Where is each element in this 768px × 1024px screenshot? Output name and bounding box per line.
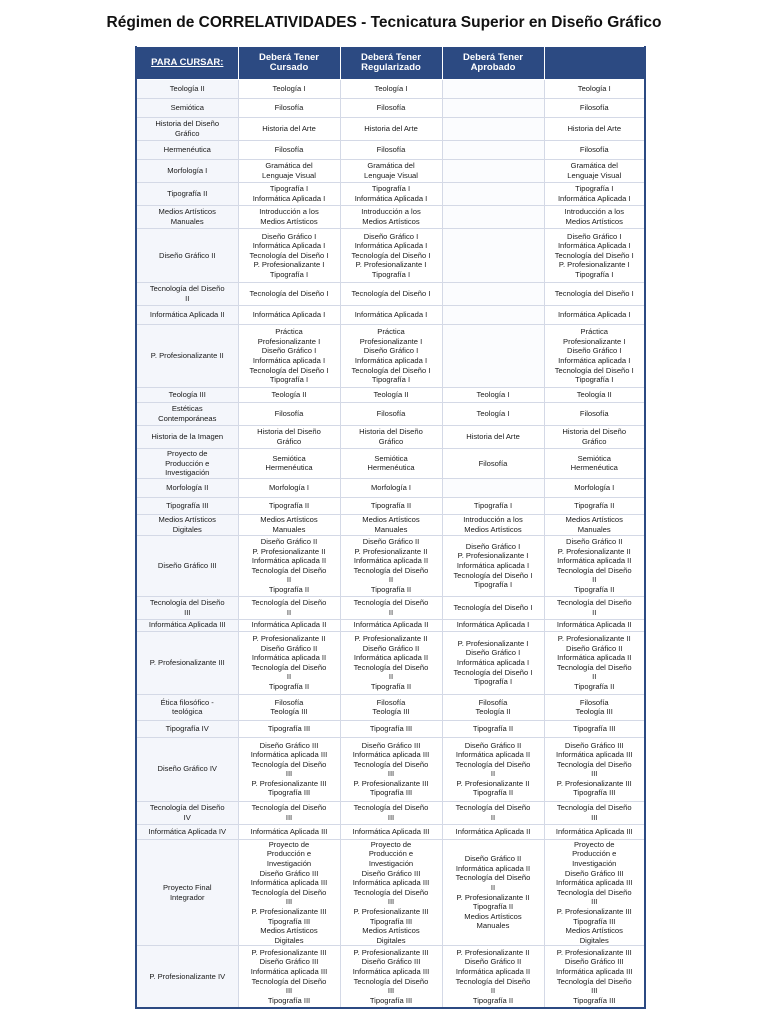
requirement-cell-extra: Tipografía I Informática Aplicada I [544, 183, 645, 206]
requirement-cell-extra: Historia del Diseño Gráfico [544, 426, 645, 449]
subject-cell: Morfología II [136, 478, 238, 497]
requirement-cell-aprobado [442, 283, 544, 306]
requirement-cell-cursado: Teología II [238, 388, 340, 403]
requirement-cell-aprobado [442, 80, 544, 99]
requirement-cell-aprobado: Teología I [442, 388, 544, 403]
table-row [136, 946, 645, 1008]
requirement-cell-regularizado: Tipografía I Informática Aplicada I [340, 183, 442, 206]
requirement-cell-extra: Teología II [544, 388, 645, 403]
requirement-cell-extra: Morfología I [544, 478, 645, 497]
table-row [136, 478, 645, 497]
requirement-cell-regularizado: Informática Aplicada III [340, 824, 442, 839]
requirement-cell-extra: Tipografía III [544, 720, 645, 737]
requirement-cell-cursado: Semiótica Hermenéutica [238, 449, 340, 479]
requirement-cell-cursado: Práctica Profesionalizante I Diseño Gráfico I Informática aplicada I Tecnología del Diseño I Tipografía I [238, 325, 340, 388]
requirement-cell-cursado: Medios Artísticos Manuales [238, 514, 340, 535]
requirement-cell-extra: Diseño Gráfico II P. Profesionalizante II Informática aplicada II Tecnología del Diseño II Tipografía II [544, 535, 645, 596]
header-cursado: Deberá Tener Cursado [238, 47, 340, 80]
requirement-cell-aprobado: Tecnología del Diseño I [442, 596, 544, 619]
table-row [136, 694, 645, 720]
requirement-cell-aprobado: Diseño Gráfico I P. Profesionalizante I Informática aplicada I Tecnología del Diseño I Tipografía I [442, 535, 544, 596]
table-row [136, 720, 645, 737]
subject-cell: Semiótica [136, 99, 238, 118]
requirement-cell-extra: Diseño Gráfico III Informática aplicada III Tecnología del Diseño III P. Profesionalizante III Tipografía III [544, 737, 645, 801]
subject-cell: Estéticas Contemporáneas [136, 403, 238, 426]
requirement-cell-extra: Tipografía II [544, 497, 645, 514]
requirement-cell-aprobado [442, 325, 544, 388]
requirement-cell-extra: Filosofía Teología III [544, 694, 645, 720]
requirement-cell-regularizado: Filosofía Teología III [340, 694, 442, 720]
table-row [136, 306, 645, 325]
requirement-cell-aprobado: P. Profesionalizante I Diseño Gráfico I Informática aplicada I Tecnología del Diseño I Tipografía I [442, 631, 544, 694]
requirement-cell-extra: Diseño Gráfico I Informática Aplicada I Tecnología del Diseño I P. Profesionalizante I Tipografía I [544, 229, 645, 283]
requirement-cell-regularizado: Proyecto de Producción e Investigación Diseño Gráfico III Informática aplicada III Tecnología del Diseño III P. Profesionalizante III Tipografía III Medios Artísticos Digitales [340, 839, 442, 946]
requirement-cell-regularizado: Teología I [340, 80, 442, 99]
requirement-cell-cursado: P. Profesionalizante II Diseño Gráfico II Informática aplicada II Tecnología del Diseño II Tipografía II [238, 631, 340, 694]
table-row [136, 160, 645, 183]
requirement-cell-aprobado [442, 160, 544, 183]
header-blank [544, 47, 645, 80]
table-row [136, 99, 645, 118]
requirement-cell-aprobado: Filosofía Teología II [442, 694, 544, 720]
header-regularizado: Deberá Tener Regularizado [340, 47, 442, 80]
requirement-cell-extra: P. Profesionalizante III Diseño Gráfico III Informática aplicada III Tecnología del Diseño III Tipografía III [544, 946, 645, 1008]
requirement-cell-extra: Introducción a los Medios Artísticos [544, 206, 645, 229]
requirement-cell-aprobado [442, 206, 544, 229]
requirement-cell-cursado: Filosofía Teología III [238, 694, 340, 720]
requirement-cell-regularizado: Gramática del Lenguaje Visual [340, 160, 442, 183]
table-row [136, 388, 645, 403]
requirement-cell-regularizado: Informática Aplicada II [340, 619, 442, 631]
subject-cell: Tipografía II [136, 183, 238, 206]
correlatividades-table [135, 46, 646, 1009]
subject-cell: Tecnología del Diseño IV [136, 801, 238, 824]
requirement-cell-extra: Tecnología del Diseño II [544, 596, 645, 619]
subject-cell: Ética filosófico - teológica [136, 694, 238, 720]
requirement-cell-extra: P. Profesionalizante II Diseño Gráfico II Informática aplicada II Tecnología del Diseño II Tipografía II [544, 631, 645, 694]
requirement-cell-aprobado [442, 141, 544, 160]
requirement-cell-cursado: Historia del Arte [238, 118, 340, 141]
requirement-cell-regularizado: Morfología I [340, 478, 442, 497]
requirement-cell-regularizado: Diseño Gráfico III Informática aplicada III Tecnología del Diseño III P. Profesionalizante III Tipografía III [340, 737, 442, 801]
subject-cell: Diseño Gráfico III [136, 535, 238, 596]
requirement-cell-regularizado: Filosofía [340, 403, 442, 426]
table-body [136, 80, 645, 1008]
requirement-cell-cursado: Tecnología del Diseño II [238, 596, 340, 619]
requirement-cell-regularizado: Tipografía III [340, 720, 442, 737]
requirement-cell-cursado: Tecnología del Diseño I [238, 283, 340, 306]
requirement-cell-cursado: P. Profesionalizante III Diseño Gráfico III Informática aplicada III Tecnología del Diseño III Tipografía III [238, 946, 340, 1008]
requirement-cell-extra: Medios Artísticos Manuales [544, 514, 645, 535]
table-row [136, 535, 645, 596]
requirement-cell-cursado: Diseño Gráfico II P. Profesionalizante II Informática aplicada II Tecnología del Diseño II Tipografía II [238, 535, 340, 596]
subject-cell: Proyecto de Producción e Investigación [136, 449, 238, 479]
table-row [136, 80, 645, 99]
requirement-cell-aprobado: Tecnología del Diseño II [442, 801, 544, 824]
table-row [136, 824, 645, 839]
requirement-cell-aprobado: Introducción a los Medios Artísticos [442, 514, 544, 535]
subject-cell: Teología III [136, 388, 238, 403]
subject-cell: Teología II [136, 80, 238, 99]
subject-cell: Diseño Gráfico IV [136, 737, 238, 801]
requirement-cell-regularizado: Tecnología del Diseño I [340, 283, 442, 306]
requirement-cell-aprobado: Tipografía II [442, 720, 544, 737]
requirement-cell-regularizado: Filosofía [340, 99, 442, 118]
requirement-cell-regularizado: Medios Artísticos Manuales [340, 514, 442, 535]
subject-cell: Tecnología del Diseño II [136, 283, 238, 306]
requirement-cell-regularizado: Tecnología del Diseño II [340, 596, 442, 619]
requirement-cell-extra: Informática Aplicada I [544, 306, 645, 325]
table-row [136, 206, 645, 229]
requirement-cell-cursado: Informática Aplicada III [238, 824, 340, 839]
table-row [136, 801, 645, 824]
requirement-cell-extra: Filosofía [544, 403, 645, 426]
subject-cell: P. Profesionalizante II [136, 325, 238, 388]
requirement-cell-aprobado: Informática Aplicada I [442, 619, 544, 631]
subject-cell: Historia de la Imagen [136, 426, 238, 449]
requirement-cell-aprobado: Teología I [442, 403, 544, 426]
table-row [136, 426, 645, 449]
table-row [136, 183, 645, 206]
requirement-cell-extra: Tecnología del Diseño I [544, 283, 645, 306]
requirement-cell-aprobado [442, 99, 544, 118]
table-row [136, 596, 645, 619]
subject-cell: Informática Aplicada II [136, 306, 238, 325]
subject-cell: Informática Aplicada IV [136, 824, 238, 839]
subject-cell: Tipografía III [136, 497, 238, 514]
requirement-cell-regularizado: Informática Aplicada I [340, 306, 442, 325]
table-row [136, 497, 645, 514]
requirement-cell-aprobado [442, 118, 544, 141]
requirement-cell-cursado: Informática Aplicada II [238, 619, 340, 631]
header-aprobado: Deberá Tener Aprobado [442, 47, 544, 80]
requirement-cell-cursado: Tipografía I Informática Aplicada I [238, 183, 340, 206]
requirement-cell-regularizado: Diseño Gráfico II P. Profesionalizante II Informática aplicada II Tecnología del Diseño II Tipografía II [340, 535, 442, 596]
subject-cell: Medios Artísticos Digitales [136, 514, 238, 535]
table-row [136, 283, 645, 306]
requirement-cell-extra: Tecnología del Diseño III [544, 801, 645, 824]
requirement-cell-regularizado: P. Profesionalizante II Diseño Gráfico II Informática aplicada II Tecnología del Diseño II Tipografía II [340, 631, 442, 694]
document-title: Régimen de CORRELATIVIDADES - Tecnicatura Superior en Diseño Gráfico [106, 14, 662, 31]
table-row [136, 229, 645, 283]
requirement-cell-regularizado: Tipografía II [340, 497, 442, 514]
requirement-cell-aprobado [442, 478, 544, 497]
requirement-cell-aprobado: Historia del Arte [442, 426, 544, 449]
requirement-cell-extra: Práctica Profesionalizante I Diseño Gráfico I Informática aplicada I Tecnología del Diseño I Tipografía I [544, 325, 645, 388]
subject-cell: Proyecto Final Integrador [136, 839, 238, 946]
requirement-cell-aprobado: P. Profesionalizante II Diseño Gráfico II Informática aplicada II Tecnología del Diseño II Tipografía II [442, 946, 544, 1008]
subject-cell: P. Profesionalizante III [136, 631, 238, 694]
requirement-cell-cursado: Filosofía [238, 403, 340, 426]
table-row [136, 403, 645, 426]
table-header-row [136, 47, 645, 80]
requirement-cell-cursado: Informática Aplicada I [238, 306, 340, 325]
requirement-cell-regularizado: Historia del Arte [340, 118, 442, 141]
requirement-cell-regularizado: Diseño Gráfico I Informática Aplicada I Tecnología del Diseño I P. Profesionalizante I Tipografía I [340, 229, 442, 283]
requirement-cell-cursado: Gramática del Lenguaje Visual [238, 160, 340, 183]
subject-cell: Medios Artísticos Manuales [136, 206, 238, 229]
subject-cell: Hermenéutica [136, 141, 238, 160]
subject-cell: Historia del Diseño Gráfico [136, 118, 238, 141]
requirement-cell-aprobado [442, 183, 544, 206]
requirement-cell-extra: Filosofía [544, 99, 645, 118]
requirement-cell-extra: Historia del Arte [544, 118, 645, 141]
table-row [136, 141, 645, 160]
subject-cell: Informática Aplicada III [136, 619, 238, 631]
requirement-cell-extra: Informática Aplicada II [544, 619, 645, 631]
requirement-cell-extra: Teología I [544, 80, 645, 99]
requirement-cell-extra: Gramática del Lenguaje Visual [544, 160, 645, 183]
table-row [136, 325, 645, 388]
table-row [136, 619, 645, 631]
subject-cell: Diseño Gráfico II [136, 229, 238, 283]
requirement-cell-cursado: Filosofía [238, 141, 340, 160]
requirement-cell-extra: Semiótica Hermenéutica [544, 449, 645, 479]
requirement-cell-regularizado: Historia del Diseño Gráfico [340, 426, 442, 449]
requirement-cell-cursado: Introducción a los Medios Artísticos [238, 206, 340, 229]
requirement-cell-aprobado: Informática Aplicada II [442, 824, 544, 839]
requirement-cell-cursado: Tecnología del Diseño III [238, 801, 340, 824]
table-row [136, 514, 645, 535]
requirement-cell-cursado: Tipografía II [238, 497, 340, 514]
requirement-cell-regularizado: Práctica Profesionalizante I Diseño Gráfico I Informática aplicada I Tecnología del Diseño I Tipografía I [340, 325, 442, 388]
requirement-cell-cursado: Proyecto de Producción e Investigación Diseño Gráfico III Informática aplicada III Tecnología del Diseño III P. Profesionalizante III Tipografía III Medios Artísticos Digitales [238, 839, 340, 946]
subject-cell: Tecnología del Diseño III [136, 596, 238, 619]
requirement-cell-regularizado: Filosofía [340, 141, 442, 160]
requirement-cell-aprobado [442, 229, 544, 283]
header-para-cursar: PARA CURSAR: [136, 47, 238, 80]
subject-cell: P. Profesionalizante IV [136, 946, 238, 1008]
requirement-cell-cursado: Morfología I [238, 478, 340, 497]
requirement-cell-aprobado [442, 306, 544, 325]
requirement-cell-extra: Filosofía [544, 141, 645, 160]
requirement-cell-cursado: Filosofía [238, 99, 340, 118]
table-row [136, 449, 645, 479]
requirement-cell-cursado: Teología I [238, 80, 340, 99]
requirement-cell-regularizado: P. Profesionalizante III Diseño Gráfico III Informática aplicada III Tecnología del Diseño III Tipografía III [340, 946, 442, 1008]
table-row [136, 737, 645, 801]
subject-cell: Morfología I [136, 160, 238, 183]
requirement-cell-extra: Informática Aplicada III [544, 824, 645, 839]
table-row [136, 631, 645, 694]
requirement-cell-aprobado: Diseño Gráfico II Informática aplicada II Tecnología del Diseño II P. Profesionalizante II Tipografía II Medios Artísticos Manuales [442, 839, 544, 946]
requirement-cell-aprobado: Diseño Gráfico II Informática aplicada II Tecnología del Diseño II P. Profesionalizante II Tipografía II [442, 737, 544, 801]
requirement-cell-cursado: Historia del Diseño Gráfico [238, 426, 340, 449]
requirement-cell-cursado: Diseño Gráfico III Informática aplicada III Tecnología del Diseño III P. Profesionalizante III Tipografía III [238, 737, 340, 801]
table-row [136, 118, 645, 141]
requirement-cell-regularizado: Introducción a los Medios Artísticos [340, 206, 442, 229]
requirement-cell-regularizado: Tecnología del Diseño III [340, 801, 442, 824]
requirement-cell-cursado: Diseño Gráfico I Informática Aplicada I Tecnología del Diseño I P. Profesionalizante I Tipografía I [238, 229, 340, 283]
requirement-cell-regularizado: Teología II [340, 388, 442, 403]
requirement-cell-cursado: Tipografía III [238, 720, 340, 737]
requirement-cell-aprobado: Filosofía [442, 449, 544, 479]
requirement-cell-aprobado: Tipografía I [442, 497, 544, 514]
table-row [136, 839, 645, 946]
requirement-cell-regularizado: Semiótica Hermenéutica [340, 449, 442, 479]
subject-cell: Tipografía IV [136, 720, 238, 737]
requirement-cell-extra: Proyecto de Producción e Investigación Diseño Gráfico III Informática aplicada III Tecnología del Diseño III P. Profesionalizante III Tipografía III Medios Artísticos Digitales [544, 839, 645, 946]
